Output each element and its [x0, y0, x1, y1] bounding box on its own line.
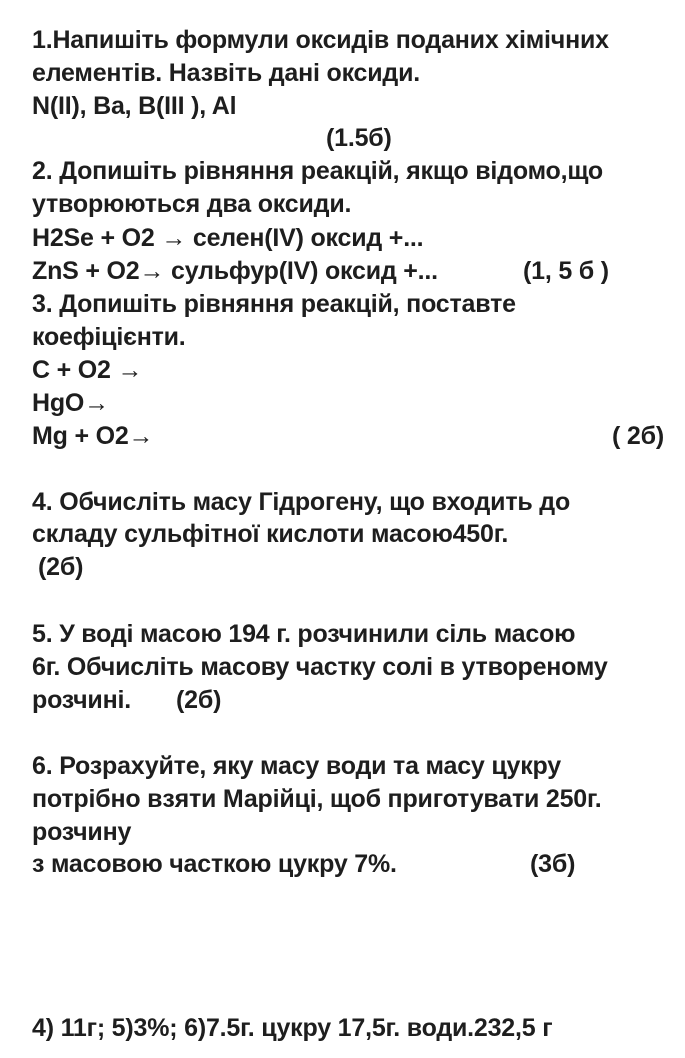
task2-line2: утворюються два оксиди.	[32, 190, 352, 218]
task2-equation2: ZnS + O2→ сульфур(IV) оксид +...	[32, 257, 438, 285]
task6-points: (3б)	[530, 850, 576, 878]
task3-points: ( 2б)	[612, 422, 664, 450]
task1-points: (1.5б)	[326, 124, 392, 152]
task2-equation1: H2Se + O2 → селен(IV) оксид +...	[32, 224, 424, 252]
task2-line1: 2. Допишіть рівняння реакцій, якщо відомо,що	[32, 157, 603, 185]
task1-line1: 1.Напишіть формули оксидів поданих хімічних	[32, 26, 609, 54]
task3-equation1: C + O2 →	[32, 356, 143, 384]
task5-points: (2б)	[176, 686, 222, 714]
task6-line3: розчину	[32, 818, 132, 846]
task5-line1: 5. У воді масою 194 г. розчинили сіль масою	[32, 620, 576, 648]
task4-line1: 4. Обчисліть масу Гідрогену, що входить до	[32, 488, 571, 516]
task3-line2: коефіцієнти.	[32, 323, 186, 351]
task6-line1: 6. Розрахуйте, яку масу води та масу цукру	[32, 752, 561, 780]
answers-line: 4) 11г; 5)3%; 6)7.5г. цукру 17,5г. води.232,5 г	[32, 1014, 553, 1042]
task3-equation3: Mg + O2→	[32, 422, 154, 450]
task4-line2: складу сульфітної кислоти масою450г.	[32, 520, 509, 548]
task4-points: (2б)	[38, 553, 84, 581]
task1-line2: елементів. Назвіть дані оксиди.	[32, 59, 421, 87]
task2-points: (1, 5 б )	[523, 257, 609, 285]
task5-line2: 6г. Обчисліть масову частку солі в утвореному	[32, 653, 608, 681]
task1-elements: N(II), Ba, B(III ), Al	[32, 92, 237, 120]
task6-line4: з масовою часткою цукру 7%.	[32, 850, 397, 878]
task3-equation2: HgO→	[32, 389, 109, 417]
task3-line1: 3. Допишіть рівняння реакцій, поставте	[32, 290, 516, 318]
task6-line2: потрібно взяти Марійці, щоб приготувати 250г.	[32, 785, 602, 813]
task5-line3: розчині.	[32, 686, 131, 714]
